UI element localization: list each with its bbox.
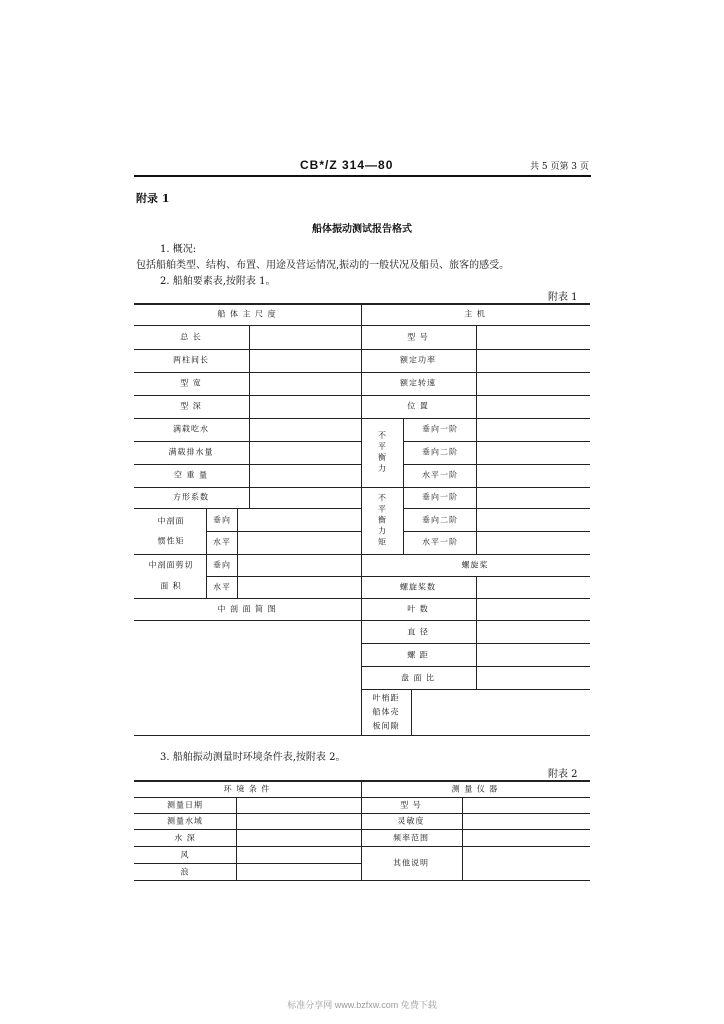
table1-left-rule — [206, 576, 361, 577]
cell-measurement-waters: 测量水域 — [167, 816, 203, 826]
cell-overall-length: 总 长 — [180, 332, 202, 342]
cell-propeller-count: 螺旋桨数 — [400, 582, 436, 592]
table1-left-value-divider — [249, 325, 250, 508]
table1-left-rule — [206, 531, 361, 532]
cell-length-between-perpendiculars: 两柱间长 — [173, 355, 209, 365]
footer-watermark: 标准分享网 www.bzfxw.com 免费下载 — [287, 1000, 437, 1010]
cell-tip-clearance-line2: 船体壳 — [372, 707, 400, 717]
cell-water-depth: 水 深 — [174, 833, 196, 843]
table2-header-rule — [134, 797, 590, 798]
cell-moment-vertical-second: 垂向二阶 — [422, 515, 458, 525]
table1-right-group-divider — [403, 418, 404, 554]
table1-right-header: 主 机 — [464, 309, 486, 319]
table1-right-sub-value-divider — [476, 418, 477, 554]
table2-left-rule — [134, 846, 361, 847]
cell-light-weight: 空 重 量 — [173, 470, 209, 480]
cell-force-vertical-first: 垂向一阶 — [422, 424, 458, 434]
table2-right-value-divider — [462, 797, 463, 880]
cell-propeller-diameter: 直 径 — [407, 627, 429, 637]
table2-left-rule — [134, 863, 361, 864]
table1-top-rule — [134, 303, 590, 305]
table1-left-rule — [134, 372, 361, 373]
table1-left-rule — [134, 598, 361, 599]
table1-left-rule — [134, 554, 361, 555]
table1-right-rule — [361, 689, 590, 690]
cell-full-load-draft: 满载吃水 — [173, 424, 209, 434]
table2-left-rule — [134, 829, 361, 830]
table1-right-rule — [403, 441, 590, 442]
table1-left-rule — [134, 620, 361, 621]
table1-right-rule — [403, 464, 590, 465]
cell-moment-vertical-first: 垂向一阶 — [422, 492, 458, 502]
appendix-label: 附录 1 — [136, 192, 170, 205]
cell-unbalanced-moment-label: 不平衡力矩 — [378, 493, 386, 547]
cell-propeller-header: 螺旋桨 — [461, 560, 489, 570]
table2-right-rule — [361, 846, 590, 847]
table1-center-divider — [361, 303, 362, 735]
cell-engine-position: 位 置 — [407, 401, 429, 411]
table1-left-rule — [134, 349, 361, 350]
table1-right-rule — [403, 531, 590, 532]
table1-propeller-value-divider — [476, 576, 477, 689]
table2-left-header: 环 境 条 件 — [223, 784, 271, 794]
cell-moment-horizontal-first: 水平一阶 — [422, 537, 458, 547]
cell-midship-shear-vertical: 垂向 — [213, 560, 231, 570]
table2-top-rule — [134, 780, 590, 782]
cell-midship-moment-label2: 惯性矩 — [157, 536, 185, 546]
cell-tip-clearance-line1: 叶梢距 — [372, 693, 400, 703]
cell-midship-shear-label2: 面 积 — [160, 581, 182, 591]
table2-left-value-divider — [236, 797, 237, 880]
table1-left-rule — [134, 395, 361, 396]
cell-rated-power: 额定功率 — [400, 355, 436, 365]
cell-tip-clearance-line3: 板间隙 — [372, 721, 400, 731]
table1-left-rule — [134, 464, 361, 465]
table1-header-rule — [134, 325, 590, 326]
page-number: 共 5 页第 3 页 — [530, 162, 589, 172]
table1-clearance-divider — [411, 689, 412, 735]
cell-midship-sketch-header: 中 剖 面 简 图 — [217, 604, 277, 614]
cell-midship-shear-label1: 中剖面剪切 — [148, 560, 194, 570]
table1-right-rule — [361, 554, 590, 555]
cell-moulded-breadth: 型 宽 — [180, 378, 202, 388]
cell-wind: 风 — [180, 850, 190, 860]
cell-propeller-pitch: 螺 距 — [407, 650, 429, 660]
table2-right-rule — [361, 813, 590, 814]
table1-left-rule — [134, 487, 361, 488]
cell-waves: 浪 — [180, 867, 190, 877]
cell-midship-moment-label1: 中剖面 — [157, 516, 185, 526]
table2-bottom-rule — [134, 880, 590, 881]
cell-force-horizontal-first: 水平一阶 — [422, 470, 458, 480]
table2-left-rule — [134, 813, 361, 814]
table2-tag: 附表 2 — [548, 769, 578, 780]
cell-measurement-date: 测量日期 — [167, 800, 203, 810]
cell-force-vertical-second: 垂向二阶 — [422, 447, 458, 457]
table2-right-rule — [361, 829, 590, 830]
header-rule — [134, 175, 591, 177]
table1-left-sub-value-divider — [237, 508, 238, 598]
table1-right-rule — [403, 508, 590, 509]
paragraph-environment-table: 3. 船舶振动测量时环境条件表,按附表 2。 — [160, 752, 346, 763]
table1-left-rule — [134, 418, 361, 419]
cell-blade-count: 叶 数 — [407, 604, 429, 614]
cell-unbalanced-force-label: 不平衡力 — [378, 431, 386, 473]
table1-bottom-rule — [134, 735, 590, 736]
table1-right-value-divider — [476, 325, 477, 418]
table2-center-divider — [361, 780, 362, 880]
cell-other-notes: 其他说明 — [393, 858, 429, 868]
cell-block-coefficient: 方形系数 — [173, 492, 209, 502]
cell-rated-speed: 额定转速 — [400, 378, 436, 388]
document-title: 船体振动测试报告格式 — [312, 224, 412, 235]
table2-right-header: 测 量 仪 器 — [451, 784, 499, 794]
cell-disc-area-ratio: 盘 面 比 — [400, 673, 436, 683]
cell-engine-model: 型 号 — [407, 332, 429, 342]
cell-full-load-displacement: 满载排水量 — [168, 447, 214, 457]
cell-frequency-range: 频率范围 — [393, 833, 429, 843]
cell-moulded-depth: 型 深 — [180, 401, 202, 411]
paragraph-overview-heading: 1. 概况: — [160, 244, 197, 255]
table1-left-rule — [134, 508, 361, 509]
standard-code: CB*/Z 314—80 — [300, 158, 394, 172]
cell-midship-moment-vertical: 垂向 — [213, 515, 231, 525]
cell-midship-moment-horizontal: 水平 — [213, 537, 231, 547]
cell-midship-shear-horizontal: 水平 — [213, 582, 231, 592]
paragraph-elements-table: 2. 船舶要素表,按附表 1。 — [160, 276, 276, 287]
cell-instrument-model: 型 号 — [400, 800, 422, 810]
cell-instrument-sensitivity: 灵敏度 — [397, 816, 425, 826]
paragraph-overview-body: 包括船舶类型、结构、布置、用途及营运情况,振动的一般状况及船员、旅客的感受。 — [136, 260, 510, 271]
table1-left-rule — [134, 441, 361, 442]
table1-tag: 附表 1 — [548, 292, 578, 303]
table1-left-sub-divider — [206, 508, 207, 598]
table1-left-header: 船 体 主 尺 度 — [217, 309, 277, 319]
